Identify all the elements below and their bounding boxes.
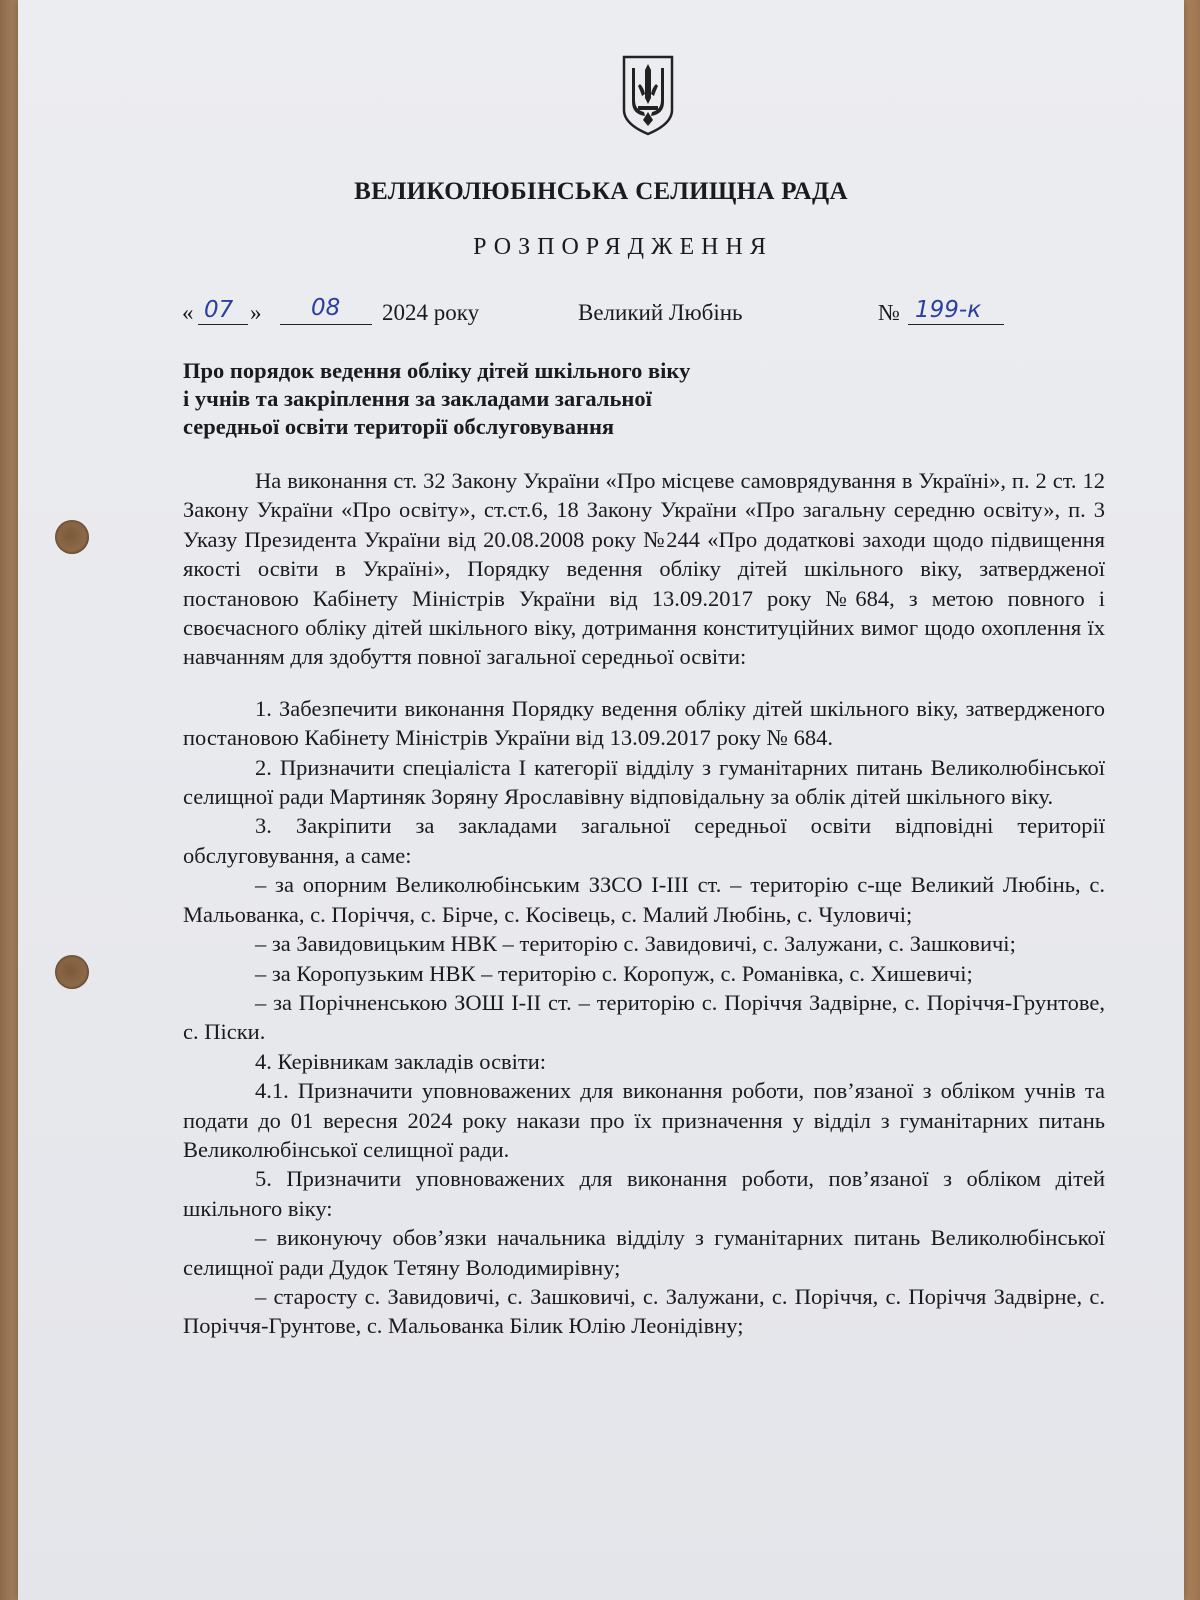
item-paragraph: 5. Призначити уповноважених для виконання роботи, пов’язаної з обліком дітей шкільного віку:: [183, 1166, 1105, 1221]
item-paragraph: 1. Забезпечити виконання Порядку ведення обліку дітей шкільного віку, затвердженого постановою Кабінету Міністрів України від 13.09.2017 року № 684.: [183, 695, 1105, 751]
preamble-paragraph: На виконання ст. 32 Закону України «Про місцеве самоврядування в Україні», п. 2 ст. 12 Закону України «Про освіту», ст.ст.6, 18 Закону України «Про загальну середню освіту», п. 3 Указу Президента України від 20.08.2008 року №244 «Про додаткові заходи щодо підвищення якості освіти в Україні», Порядку ведення обліку дітей шкільного віку, затвердженої постановою Кабінету Міністрів України від 13.09.2017 року №684, з метою повного і своєчасного обліку дітей шкільного віку, дотримання конституційних вимог щодо охоплення їх навчанням для здобуття повної загальної середньої освіти:: [183, 468, 1105, 670]
date-month-underline: [280, 324, 372, 325]
subject-line: середньої освіти території обслуговування: [183, 414, 615, 439]
item-paragraph: 4.1. Призначити уповноважених для виконання роботи, пов’язаної з обліком учнів та подати до 01 вересня 2024 року накази про їх призначення у відділ з гуманітарних питань Великолюбінської селищної ради.: [183, 1078, 1105, 1162]
item-paragraph: 3. Закріпити за закладами загальної середньої освіти відповідні території обслуговування, а саме:: [183, 813, 1105, 868]
item-paragraph: 4. Керівникам закладів освіти:: [255, 1048, 547, 1074]
number-handwritten: 199-к: [915, 297, 982, 323]
date-month-handwritten: 08: [311, 295, 341, 321]
number-label: №: [878, 300, 900, 325]
punch-hole-lower: [55, 955, 89, 989]
territory-list-item: – за опорним Великолюбінським ЗЗСО І-ІІІ ст. – територію с-ще Великий Любінь, с. Мальованка, с. Поріччя, с. Бірче, с. Косівець, с. Малий Любінь, с. Чуловичі;: [183, 872, 1105, 927]
territory-list-item: – за Завидовицьким НВК – територію с. Завидовичі, с. Залужани, с. Зашковичі;: [255, 931, 1016, 957]
subject-line: Про порядок ведення обліку дітей шкільного віку: [183, 358, 691, 383]
date-day-underline: [198, 324, 248, 325]
subject-line: і учнів та закріплення за закладами загальної: [183, 386, 652, 411]
territory-list-item: – за Порічненською ЗОШ І-ІІ ст. – територію с. Поріччя Задвірне, с. Поріччя-Грунтове, с. Піски.: [183, 989, 1105, 1045]
trident-emblem-icon: [620, 54, 676, 136]
date-close-quote: »: [250, 300, 262, 325]
council-name: ВЕЛИКОЛЮБІНСЬКА СЕЛИЩНА РАДА: [354, 178, 848, 205]
document-page: [18, 0, 1184, 1600]
date-day-handwritten: 07: [204, 297, 234, 323]
document-type: РОЗПОРЯДЖЕННЯ: [473, 234, 773, 260]
document-subject: [183, 357, 690, 441]
item-paragraph: 2. Призначити спеціаліста І категорії відділу з гуманітарних питань Великолюбінської селищної ради Мартиняк Зоряну Ярославівну відповідальну за облік дітей шкільного віку.: [183, 754, 1105, 810]
number-underline: [908, 324, 1004, 325]
punch-hole-upper: [55, 520, 89, 554]
responsible-list-item: – старосту с. Завидовичі, с. Зашковичі, с. Залужани, с. Поріччя, с. Поріччя Задвірне, с. Поріччя-Грунтове, с. Мальованка Білик Юлію Леонідівну;: [183, 1283, 1105, 1339]
date-open-quote: «: [182, 300, 194, 325]
document-body: [183, 466, 1105, 1341]
territory-list-item: – за Коропузьким НВК – територію с. Коропуж, с. Романівка, с. Хишевичі;: [255, 960, 973, 986]
responsible-list-item: – виконуючу обов’язки начальника відділу з гуманітарних питань Великолюбінської селищної ради Дудок Тетяну Володимирівну;: [183, 1225, 1105, 1280]
place-name: Великий Любінь: [578, 300, 743, 325]
date-year: 2024 року: [382, 300, 480, 325]
